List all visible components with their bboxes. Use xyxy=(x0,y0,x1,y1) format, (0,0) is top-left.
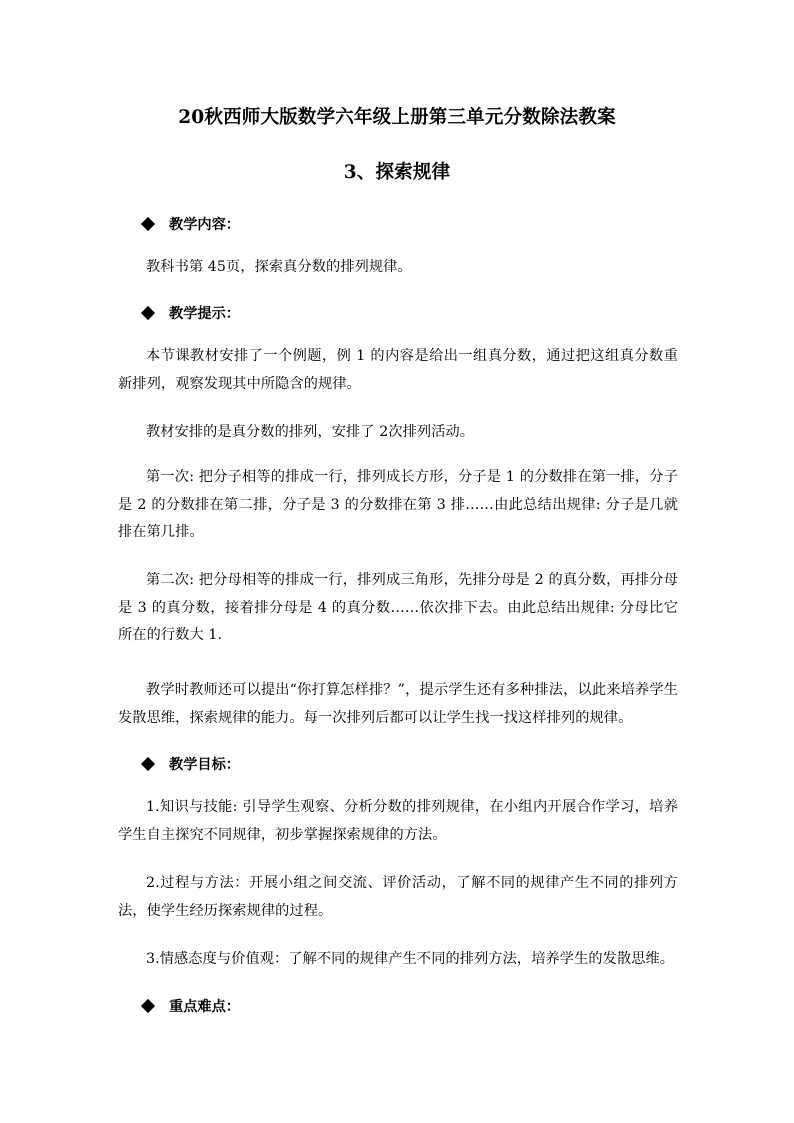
paragraph: 第二次: 把分母相等的排成一行，排列成三角形，先排分母是 2 的真分数，再排分母是 3 的真分数，接着排分母是 4 的真分数……依次排下去。由此总结出规律: 分母比它所在的行数大 1. xyxy=(118,572,678,643)
diamond-bullet-icon xyxy=(141,999,155,1013)
section-heading-label: 教学提示： xyxy=(169,306,240,322)
paragraph: 3.情感态度与价值观：了解不同的规律产生不同的排列方法，培养学生的发散思维。 xyxy=(146,951,675,967)
paragraph: 2.过程与方法：开展小组之间交流、评价活动，了解不同的规律产生不同的排列方法，使学生经历探索规律的过程。 xyxy=(118,875,678,919)
section-heading-objectives xyxy=(142,754,240,774)
diamond-bullet-icon xyxy=(141,306,155,320)
paragraph: 教学时教师还可以提出“你打算怎样排？”，提示学生还有多种排法，以此来培养学生发散思维，探索规律的能力。每一次排列后都可以让学生找一找这样排列的规律。 xyxy=(118,682,678,726)
diamond-bullet-icon xyxy=(141,217,155,231)
paragraph: 本节课教材安排了一个例题，例 1 的内容是给出一组真分数，通过把这组真分数重新排列，观察发现其中所隐含的规律。 xyxy=(118,348,678,392)
paragraph: 第一次: 把分子相等的排成一行，排列成长方形，分子是 1 的分数排在第一排，分子是 2 的分数排在第二排，分子是 3 的分数排在第 3 排……由此总结出规律: 分子是几就排在第几排。 xyxy=(118,469,678,540)
paragraph: 教科书第 45页，探索真分数的排列规律。 xyxy=(146,259,412,275)
paragraph: 1.知识与技能: 引导学生观察、分析分数的排列规律，在小组内开展合作学习，培养学生自主探究不同规律，初步掌握探索规律的方法。 xyxy=(118,799,678,843)
document-subtitle: 3、探索规律 xyxy=(343,162,451,183)
paragraph: 教材安排的是真分数的排列，安排了 2次排列活动。 xyxy=(146,424,475,440)
document-title: 20秋西师大版数学六年级上册第三单元分数除法教案 xyxy=(178,107,616,128)
diamond-bullet-icon xyxy=(141,757,155,771)
section-heading-key-points xyxy=(142,996,240,1016)
section-heading-content xyxy=(142,214,240,234)
section-heading-hints xyxy=(142,303,240,323)
section-heading-label: 重点难点： xyxy=(169,999,240,1015)
section-heading-label: 教学目标： xyxy=(169,757,240,773)
section-heading-label: 教学内容： xyxy=(169,217,240,233)
